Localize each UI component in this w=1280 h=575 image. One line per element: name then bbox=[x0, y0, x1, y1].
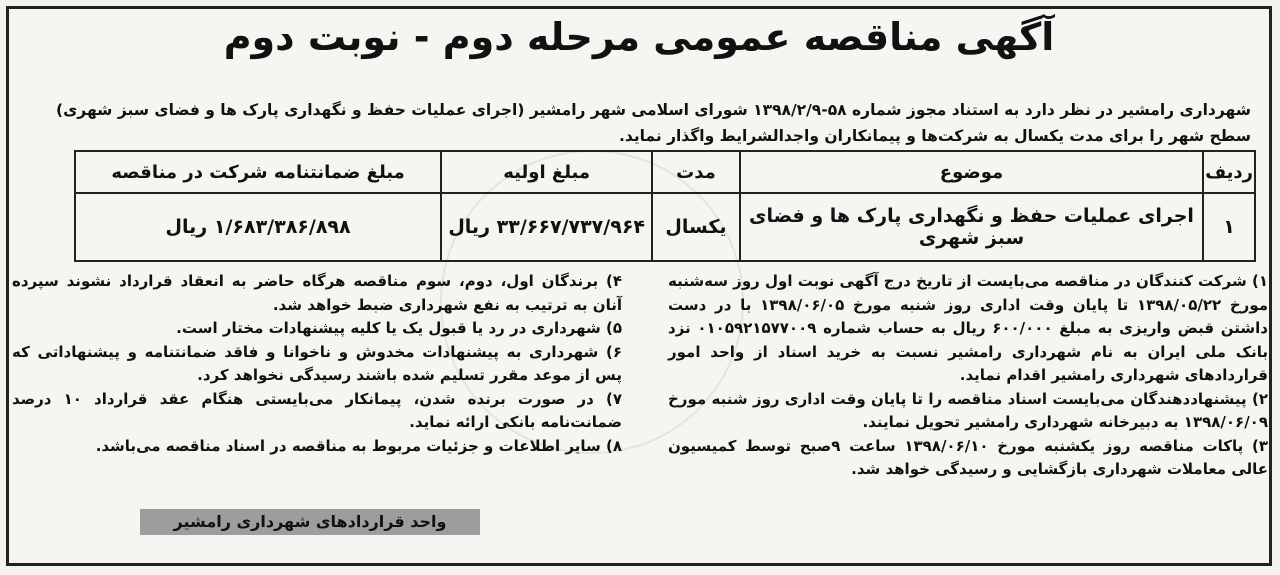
watermark-seal bbox=[440, 150, 744, 454]
condition-item: ۸) سایر اطلاعات و جزئیات مربوط به مناقصه در اسناد مناقصه می‌باشد. bbox=[95, 436, 622, 455]
condition-item: ۴) برندگان اول، دوم، سوم مناقصه هرگاه حاضر به انعقاد قرارداد نشوند سپرده آنان به ترتیب به نفع شهرداری ضبط خواهد شد. bbox=[12, 272, 622, 314]
condition-item: ۳) پاکات مناقصه روز یکشنبه مورخ ۱۳۹۸/۰۶/۱۰ ساعت ۹صبح توسط کمیسیون عالی معاملات شهرداری بازگشایی و رسیدگی خواهد شد. bbox=[668, 436, 1268, 478]
intro-text-1: شهرداری رامشیر در نظر دارد به استناد مجوز شماره ۵۸-۱۳۹۸/۲/۹ شورای اسلامی شهر رامشیر bbox=[524, 101, 1251, 119]
footer-signature: واحد قراردادهای شهرداری رامشیر bbox=[140, 509, 480, 535]
cell-duration: یکسال bbox=[652, 193, 740, 261]
condition-item: ۲) پیشنهاددهندگان می‌بایست اسناد مناقصه را تا پایان وقت اداری روز شنبه مورخ ۱۳۹۸/۰۶/۰۹ به دبیرخانه شهرداری رامشیر تحویل نمایند. bbox=[668, 389, 1268, 431]
intro-text-2: سطح شهر را برای مدت یکسال به شرکت‌ها و پیمانکاران واجدالشرایط واگذار نماید. bbox=[618, 127, 1251, 145]
condition-item: ۱) شرکت کنندگان در مناقصه می‌بایست از تاریخ درج آگهی نوبت اول روز سه‌شنبه مورخ ۱۳۹۸/۰۵/۲۲ تا پایان وقت اداری روز شنبه مورخ ۱۳۹۸/۰۶/۰۵ با در دست داشتن قبض واریزی به مبلغ ۶۰۰/۰۰۰ ریال به حساب شماره ۰۱۰۵۹۲۱۵۷۷۰۰۹ نزد بانک ملی ایران به نام شهرداری رامشیر نسبت به خرید اسناد از واحد امور قراردادهای شهرداری رامشیر اقدام نماید. bbox=[668, 272, 1269, 384]
header-guarantee: مبلغ ضمانتنامه شرکت در مناقصه bbox=[75, 151, 441, 193]
cell-base-amount: ۳۳/۶۶۷/۷۳۷/۹۶۴ ریال bbox=[441, 193, 652, 261]
condition-item: ۶) شهرداری به پیشنهادات مخدوش و ناخوانا و فاقد ضمانتنامه و پیشنهاداتی که پس از موعد مقرر تسلیم شده باشند رسیدگی نخواهد کرد. bbox=[12, 342, 622, 384]
condition-item: ۵) شهرداری در رد یا قبول یک یا کلیه پیشنهادات مختار است. bbox=[176, 319, 622, 337]
conditions-right-column bbox=[668, 270, 1268, 482]
cell-guarantee: ۱/۶۸۳/۳۸۶/۸۹۸ ریال bbox=[75, 193, 441, 261]
header-subject: موضوع bbox=[740, 151, 1203, 193]
cell-subject: اجرای عملیات حفظ و نگهداری پارک ها و فضای سبز شهری bbox=[740, 193, 1203, 261]
intro-paragraph bbox=[27, 97, 1251, 149]
notice-title: آگهی مناقصه عمومی مرحله دوم - نوبت دوم bbox=[223, 15, 1055, 59]
cell-row-number: ۱ bbox=[1203, 193, 1255, 261]
intro-project-name: (اجرای عملیات حفظ و نگهداری پارک ها و فضای سبز شهری) bbox=[56, 101, 525, 119]
condition-item: ۷) در صورت برنده شدن، پیمانکار می‌بایستی هنگام عقد قرارداد ۱۰ درصد ضمانت‌نامه بانکی ارائه نماید. bbox=[12, 389, 622, 431]
header-base-amount: مبلغ اولیه bbox=[441, 151, 652, 193]
header-row-number: ردیف bbox=[1203, 151, 1255, 193]
header-duration: مدت bbox=[652, 151, 740, 193]
